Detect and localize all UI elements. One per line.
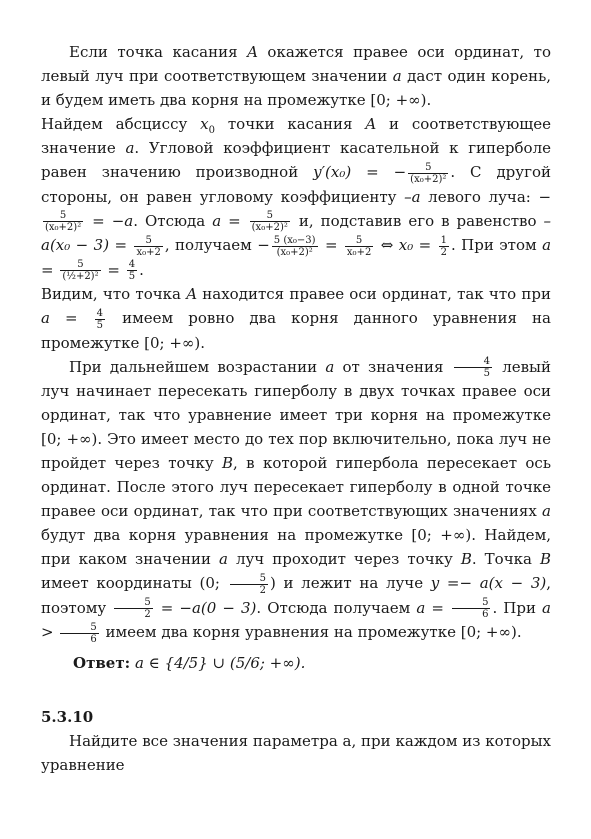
fraction: $\frac{1}{2}$ [440, 234, 447, 258]
fraction: $\frac{5}{\text{x₀+2}}$ [136, 234, 161, 258]
fraction: $\frac{4}{5}$ [128, 259, 136, 282]
fraction: $\frac{5}{6}$ [60, 622, 98, 645]
answer-label: Ответ: [73, 653, 131, 672]
paragraph-1: Если точка касания A окажется правее оси ординат, то левый луч при соответствующем значении a даст один корень, и будем иметь два корня на промежутке [0; +∞). [41, 43, 551, 109]
fraction: $\frac{5}{2}$ [230, 573, 268, 596]
paragraph-4: При дальнейшем возрастании a от значения $\frac{4}{5}$ левый луч начинает пересекать гиперболу в двух точках правее оси ординат, так что уравнение имеет три корня на промежутке [0; +∞). Это имеет место до тех пор включительно, пока луч не пройдет через точку B, в которой гипербола пересекает ось ординат. После этого луч пересекает гиперболу в одной точке правее оси ординат, так что при соответствующих значениях a будут два корня уравнения на промежутке [0; +∞). Найдем, при каком значении a луч проходит через точку B. Точка B имеет координаты (0; $\frac{5}{2}$ ) и лежит на луче y =− a(x − 3), поэтому $\frac{5}{2}$ = −a(0 − 3). Отсюда получаем a = $\frac{5}{6}$ . При a > $\frac{5}{6}$ имеем два корня уравнения на промежутке [0; +∞). [41, 356, 552, 645]
fraction: $\frac{5}{\text{(x₀+2)²}}$ [251, 210, 288, 233]
fraction: $\frac{5}{\text{(½+2)²}}$ [62, 259, 99, 282]
task-text: Найдите все значения параметра a, при каждом из которых уравнение [41, 731, 551, 774]
fraction: $\frac{5}{2}$ [114, 597, 152, 620]
fraction: $\frac{\text{5 (x₀−3)}}{\text{(x₀+2)²}}$ [273, 234, 316, 258]
fraction: $\frac{4}{5}$ [96, 307, 104, 331]
paragraph-2: Найдем абсциссу $x_0$ точки касания A и соответствующее значение a. Угловой коэффициент касательной к гиперболе равен значению производной y′(x₀) = − $\frac{5}{\text{(x₀+2)²}}$ . С другой стороны, он равен угловому коэффициенту –a левого луча: − $\frac{5}{\text{(x₀+2)²}}$ = −a. Отсюда a = $\frac{5}{\text{(x₀+2)²}}$ и, подставив его в равенство – a(x₀ − 3) = $\frac{5}{\text{x₀+2}}$ , получаем − $\frac{\text{5 (x₀−3)}}{\text{(x₀+2)²}}$ = $\frac{5}{\text{x₀+2}}$ ⇔ x₀ = $\frac{1}{2}$ . При этом a = $\frac{5}{\text{(½+2)²}}$ = $\frac{4}{5}$ . [41, 115, 552, 282]
section-number: 5.3.10 [41, 707, 94, 726]
answer-text: a ∈ {4/5} ∪ (5/6; +∞). [134, 653, 306, 672]
answer [41, 651, 551, 675]
fraction: $\frac{5}{\text{x₀+2}}$ [346, 234, 372, 258]
fraction: $\frac{4}{5}$ [454, 356, 492, 379]
fraction: $\frac{5}{6}$ [452, 597, 490, 620]
paragraph-3: Видим, что точка A находится правее оси ординат, так что при a = $\frac{4}{5}$ имеем ровно два корня данного уравнения на промежутке [0; +∞). [41, 285, 551, 352]
fraction: $\frac{5}{\text{(x₀+2)²}}$ [410, 161, 447, 185]
fraction: $\frac{5}{\text{(x₀+2)²}}$ [45, 210, 82, 233]
